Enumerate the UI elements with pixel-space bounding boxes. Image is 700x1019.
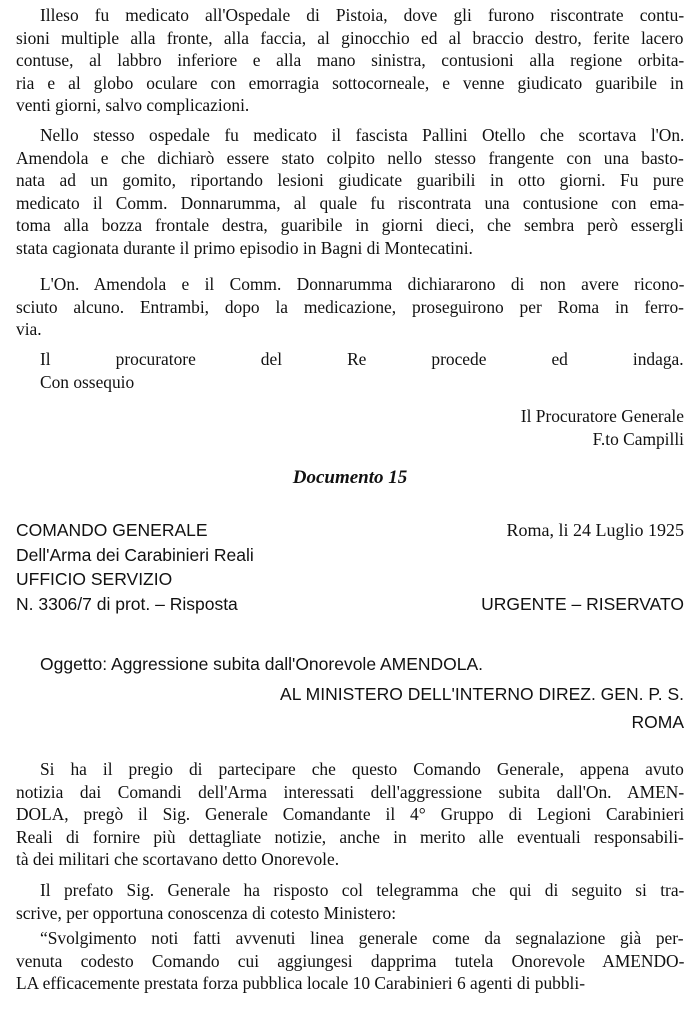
text-line: toma alla bozza frontale destra, guaribile in giorni dieci, che sembra però essergli [16,215,684,236]
sender-line: N. 3306/7 di prot. – Risposta [16,593,238,614]
text-line: “Svolgimento noti fatti avvenuti linea generale come da segnalazione già per- [40,928,684,948]
text-line: DOLA, pregò il Sig. Generale Comandante il 4° Gruppo di Legioni Carabinieri [16,804,685,825]
text-line: nata ad un gomito, riportando lesioni giudicate guaribili in otto giorni. Fu pure [16,170,684,191]
classification-mark: URGENTE – RISERVATO [481,593,684,614]
sender-line: COMANDO GENERALE [16,520,208,540]
document-title: Documento 15 [292,467,408,488]
text-line: Illeso fu medicato all'Ospedale di Pistoia, dove gli furono riscontrate contu- [40,5,685,25]
body-paragraph-2 [16,879,684,924]
text-line: Nello stesso ospedale fu medicato il fascista Pallini Otello che scortava l'On. [40,125,685,145]
text-line: Reali di fornire più dettagliate notizie, anche in merito alle eventuali responsabili- [16,826,684,847]
text-line: Il prefato Sig. Generale ha risposto col telegramma che qui di seguito si tra- [40,880,685,900]
sender-line: UFFICIO SERVIZIO [16,569,173,589]
letter-date: Roma, li 24 Luglio 1925 [506,520,684,540]
text-line: L'On. Amendola e il Comm. Donnarumma dichiararono di non avere ricono- [40,274,685,294]
sender-block [16,518,254,616]
text-line: sciuto alcuno. Entrambi, dopo la medicazione, proseguirono per Roma in ferro- [16,296,684,317]
signature-name: F.to Campilli [592,428,684,449]
closing-block [16,348,684,393]
text-line: medicato il Comm. Donnarumma, al quale fu riscontrata una contusione con ema- [16,192,685,213]
text-line: LA efficacemente prestata forza pubblica locale 10 Carabinieri 6 agenti di pubbli- [16,973,585,994]
body-paragraph-3 [16,927,684,995]
closing-line: Il procuratore del Re procede ed indaga. [40,349,684,369]
signature-title: Il Procuratore Generale [520,406,684,426]
paragraph-3 [16,273,684,341]
body-paragraph-1 [16,758,684,871]
closing-line: Con ossequio [40,371,135,392]
date-block [481,518,684,616]
text-line: venti giorni, salvo complicazioni. [16,95,250,116]
text-line: Amendola e che dichiarò essere stato colpito nello stesso frangente con una basto- [16,147,684,168]
text-line: sioni multiple alla fronte, alla faccia, al ginocchio ed al braccio destro, ferite lacero [16,27,684,48]
paragraph-1 [16,4,684,117]
text-line: scrive, per opportuna conoscenza di cotesto Ministero: [16,902,397,923]
text-line: via. [16,319,42,340]
text-line: Si ha il pregio di partecipare che questo Comando Generale, appena avuto [40,759,684,779]
text-line: contuse, al labbro inferiore e alla mano sinistra, contusioni alla regione orbita- [16,50,685,71]
paragraph-2 [16,124,684,260]
recipient-line: ROMA [631,712,684,732]
text-line: notizia dai Comandi dell'Arma interessati dell'aggressione subita dall'On. AMEN- [16,781,685,802]
signature-block [16,405,684,450]
letter-header [16,518,684,616]
text-line: tà dei militari che scortavano detto Onorevole. [16,849,340,870]
recipient-line: AL MINISTERO DELL'INTERNO DIREZ. GEN. P. S. [280,684,684,704]
text-line: stata cagionata durante il primo episodio in Bagni di Montecatini. [16,237,473,258]
subject-line: Oggetto: Aggressione subita dall'Onorevole AMENDOLA. [40,654,484,674]
text-line: venuta codesto Comando cui aggiungesi dapprima tutela Onorevole AMENDO- [16,950,685,971]
text-line: ria e al globo oculare con emorragia sottocorneale, e venne giudicato guaribile in [16,72,684,93]
recipient-block [280,680,684,736]
sender-line: Dell'Arma dei Carabinieri Reali [16,544,254,565]
